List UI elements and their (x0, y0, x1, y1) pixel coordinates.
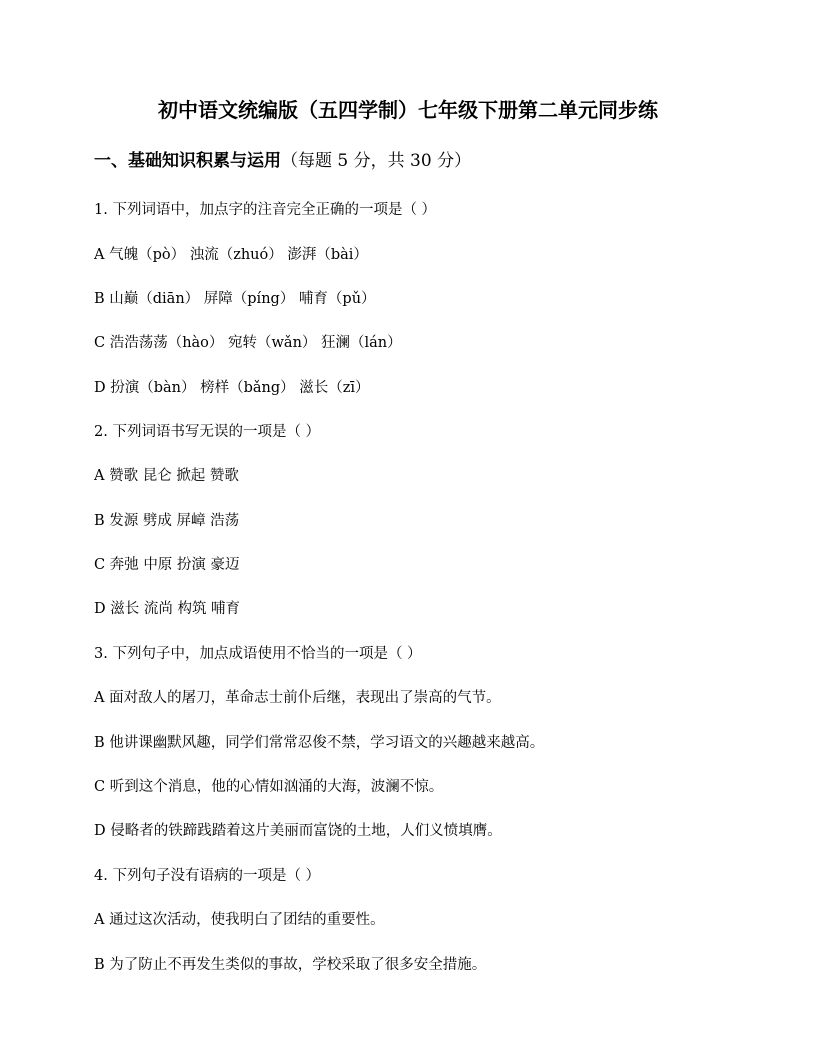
question-option: A 面对敌人的屠刀，革命志士前仆后继，表现出了崇高的气节。 (94, 690, 501, 706)
question-option: D 侵略者的铁蹄践踏着这片美丽而富饶的土地，人们义愤填膺。 (94, 823, 502, 839)
question-option: B 发源 劈成 屏嶂 浩荡 (94, 513, 240, 529)
question-option: A 赞歌 昆仑 掀起 赞歌 (94, 468, 239, 484)
section-score-note: （每题 5 分，共 30 分） (281, 151, 472, 171)
section-heading-text: 一、基础知识积累与运用 (94, 151, 281, 171)
question-option: C 奔弛 中原 扮演 豪迈 (94, 557, 240, 573)
document-title: 初中语文统编版（五四学制）七年级下册第二单元同步练 (158, 98, 658, 122)
question-option: D 滋长 流尚 构筑 哺育 (94, 601, 241, 617)
question-stem: 4. 下列句子没有语病的一项是（ ） (94, 868, 321, 884)
question-stem: 2. 下列词语书写无误的一项是（ ） (94, 424, 321, 440)
question-option: C 浩浩荡荡（hào） 宛转（wǎn） 狂澜（lán） (94, 335, 402, 351)
question-option: D 扮演（bàn） 榜样（bǎng） 滋长（zī） (94, 380, 370, 396)
question-option: C 听到这个消息，他的心情如汹涌的大海，波澜不惊。 (94, 779, 444, 795)
question-option: B 山巅（diān） 屏障（píng） 哺育（pǔ） (94, 291, 376, 307)
question-option: A 通过这次活动，使我明白了团结的重要性。 (94, 912, 385, 928)
question-option: A 气魄（pò） 浊流（zhuó） 澎湃（bài） (94, 247, 368, 263)
question-stem: 1. 下列词语中，加点字的注音完全正确的一项是（ ） (94, 202, 437, 218)
section-heading (94, 148, 471, 174)
question-option: B 为了防止不再发生类似的事故，学校采取了很多安全措施。 (94, 957, 487, 973)
question-option: B 他讲课幽默风趣，同学们常常忍俊不禁，学习语文的兴趣越来越高。 (94, 735, 545, 751)
question-stem: 3. 下列句子中，加点成语使用不恰当的一项是（ ） (94, 646, 422, 662)
